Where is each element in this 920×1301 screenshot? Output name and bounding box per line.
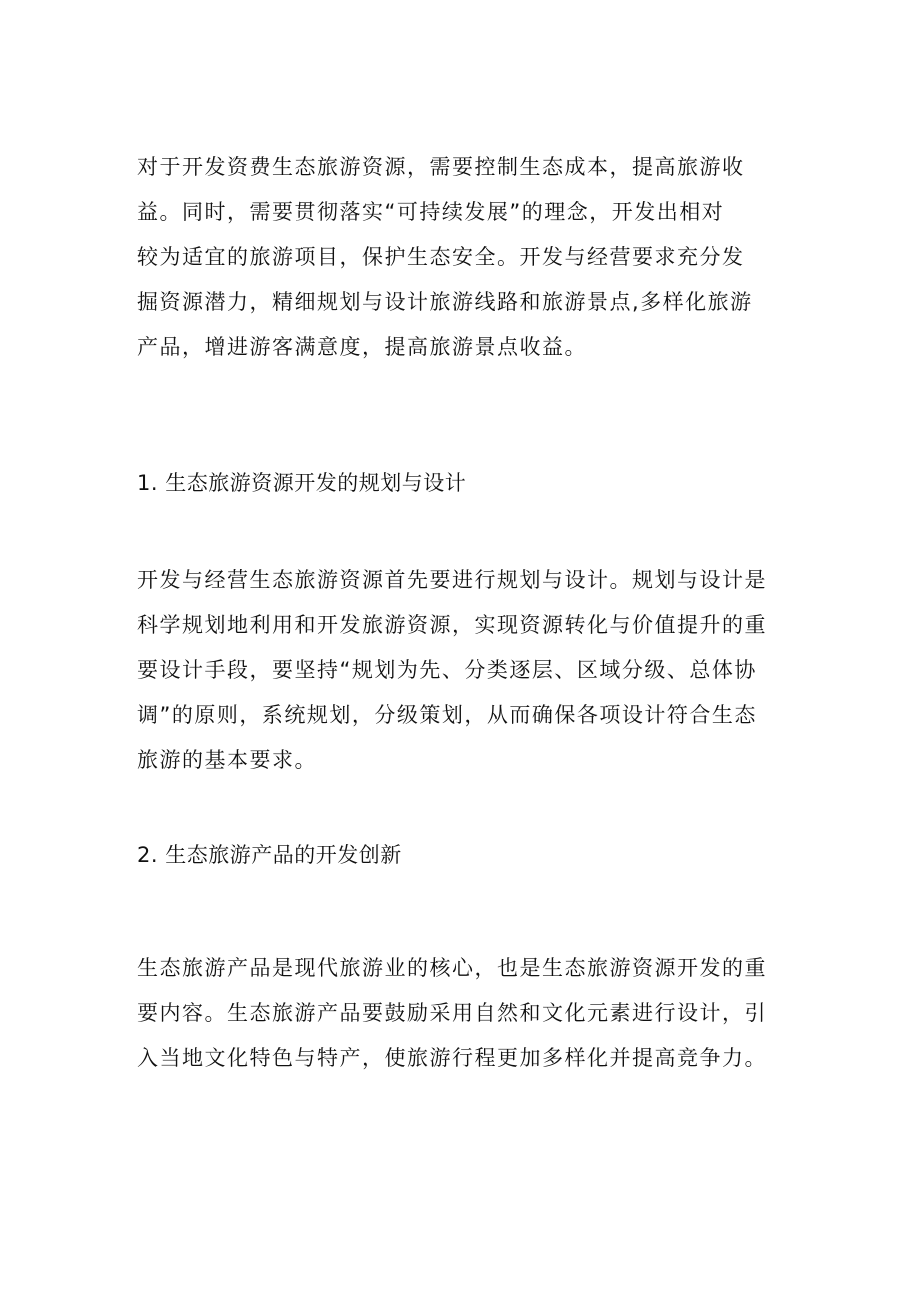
paragraph-line: 要设计手段，要坚持“规划为先、分类逐层、区域分级、总体协 <box>137 658 757 682</box>
paragraph-line: 调”的原则，系统规划，分级策划，从而确保各项设计符合生态 <box>137 703 757 727</box>
paragraph-line: 生态旅游产品是现代旅游业的核心，也是生态旅游资源开发的重 <box>137 956 767 980</box>
paragraph-line: 掘资源潜力，精细规划与设计旅游线路和旅游景点,多样化旅游 <box>137 290 753 314</box>
paragraph-line: 旅游的基本要求。 <box>137 748 317 772</box>
paragraph-line: 对于开发资费生态旅游资源，需要控制生态成本，提高旅游收 <box>137 155 745 179</box>
paragraph-line: 入当地文化特色与特产，使旅游行程更加多样化并提高竞争力。 <box>137 1046 767 1070</box>
paragraph-planning-design <box>137 567 787 792</box>
paragraph-line: 益。同时，需要贯彻落实“可持续发展”的理念，开发出相对 <box>137 200 725 224</box>
paragraph-ecotourism-costs <box>137 154 787 379</box>
paragraph-line: 较为适宜的旅游项目，保护生态安全。开发与经营要求充分发 <box>137 245 745 269</box>
section-heading-product-innovation: 2. 生态旅游产品的开发创新 <box>137 843 402 867</box>
paragraph-line: 产品，增进游客满意度，提高旅游景点收益。 <box>137 335 587 359</box>
paragraph-line: 开发与经营生态旅游资源首先要进行规划与设计。规划与设计是 <box>137 568 767 592</box>
paragraph-line: 要内容。生态旅游产品要鼓励采用自然和文化元素进行设计，引 <box>137 1001 767 1025</box>
section-heading-planning-design: 1. 生态旅游资源开发的规划与设计 <box>137 471 467 495</box>
paragraph-product-innovation <box>137 955 787 1090</box>
paragraph-line: 科学规划地利用和开发旅游资源，实现资源转化与价值提升的重 <box>137 613 767 637</box>
